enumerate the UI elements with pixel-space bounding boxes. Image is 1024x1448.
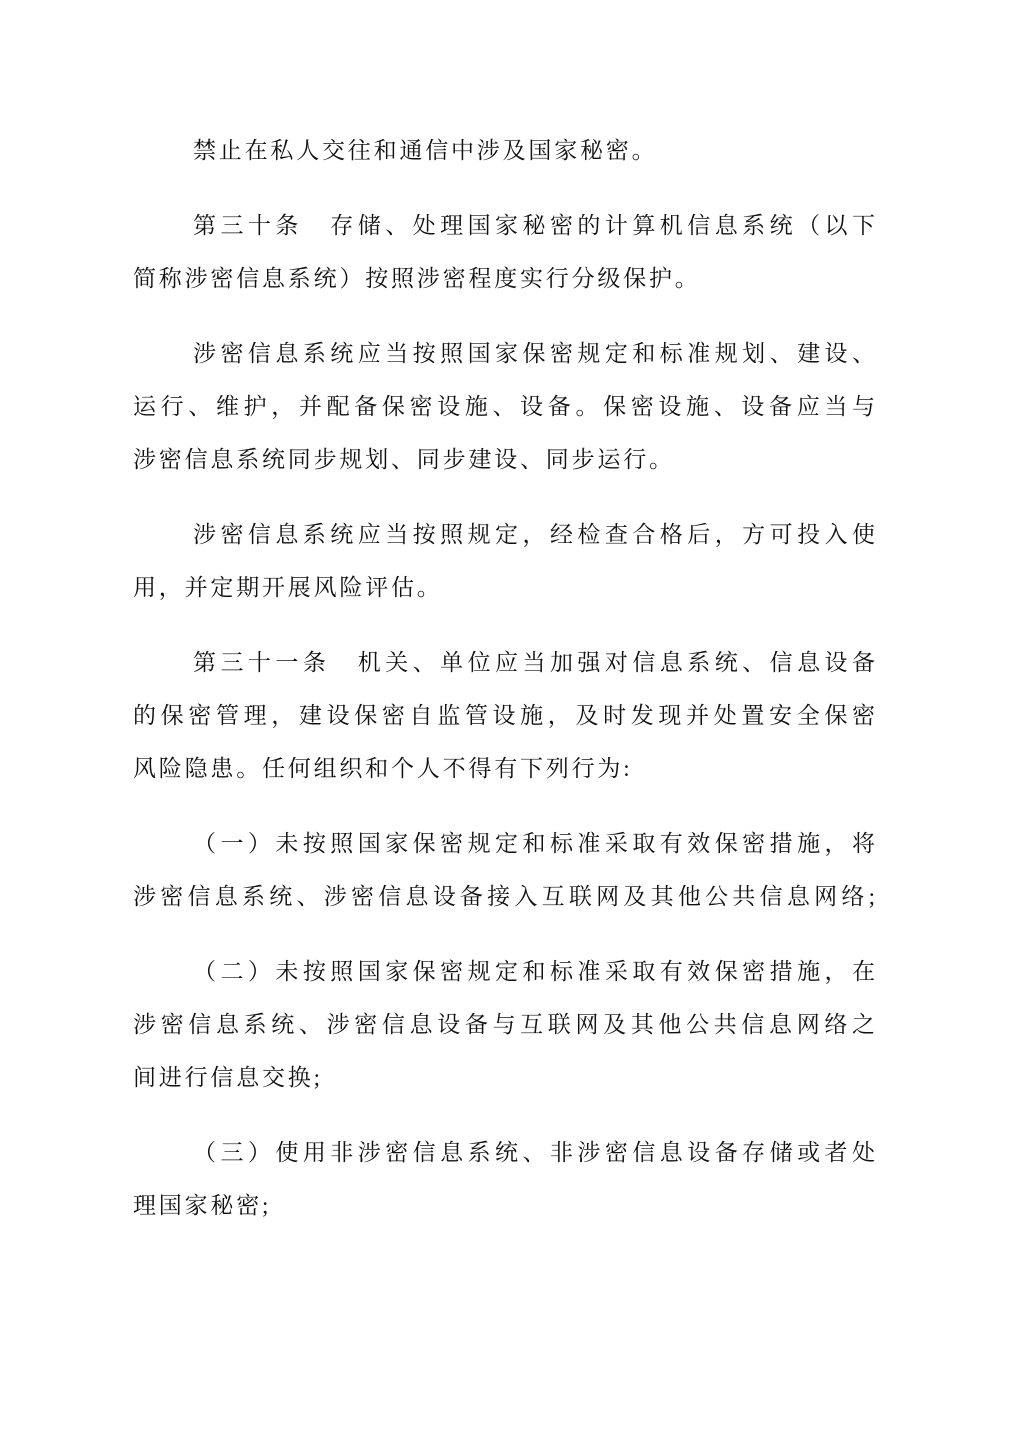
text-line: 理国家秘密; <box>133 1193 272 1218</box>
paragraph <box>133 124 875 177</box>
text-line: 涉密信息系统、涉密信息设备接入互联网及其他公共信息网络; <box>133 884 875 909</box>
text-line: 间进行信息交换; <box>133 1065 323 1090</box>
text-line: （一）未按照国家保密规定和标准采取有效保密措施，将 <box>193 831 875 856</box>
paragraph <box>133 817 875 923</box>
paragraph <box>133 508 875 614</box>
text-line: 简称涉密信息系统）按照涉密程度实行分级保护。 <box>133 266 701 291</box>
document-body <box>133 124 875 1254</box>
text-line: 涉密信息系统同步规划、同步建设、同步运行。 <box>133 447 675 472</box>
text-line: 风险隐患。任何组织和个人不得有下列行为: <box>133 756 633 781</box>
paragraph <box>133 1126 875 1232</box>
text-line: 第三十一条 机关、单位应当加强对信息系统、信息设备 <box>193 650 875 675</box>
text-line: 涉密信息系统应当按照规定，经检查合格后，方可投入使 <box>193 522 875 547</box>
paragraph <box>133 636 875 795</box>
text-line: 第三十条 存储、处理国家秘密的计算机信息系统（以下 <box>193 213 875 238</box>
paragraph <box>133 327 875 486</box>
text-line: 用，并定期开展风险评估。 <box>133 575 443 600</box>
paragraph <box>133 199 875 305</box>
paragraph <box>133 945 875 1104</box>
text-line: 运行、维护，并配备保密设施、设备。保密设施、设备应当与 <box>133 394 875 419</box>
text-line: （三）使用非涉密信息系统、非涉密信息设备存储或者处 <box>193 1140 875 1165</box>
text-line: 涉密信息系统应当按照国家保密规定和标准规划、建设、 <box>193 341 875 366</box>
text-line: 涉密信息系统、涉密信息设备与互联网及其他公共信息网络之 <box>133 1012 875 1037</box>
text-line: 的保密管理，建设保密自监管设施，及时发现并处置安全保密 <box>133 703 875 728</box>
text-line: （二）未按照国家保密规定和标准采取有效保密措施，在 <box>193 959 875 984</box>
text-line: 禁止在私人交往和通信中涉及国家秘密。 <box>193 138 658 163</box>
